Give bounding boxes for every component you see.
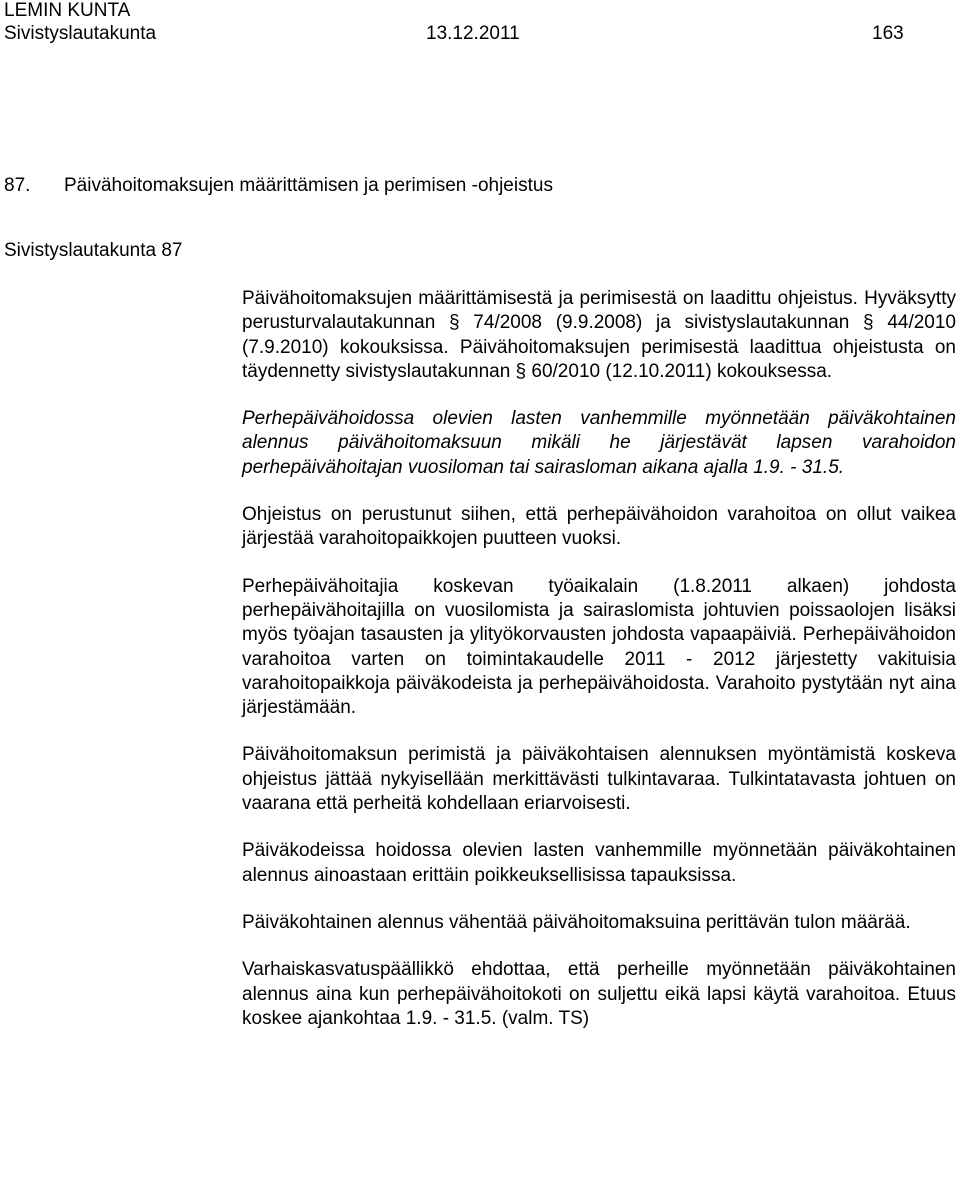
paragraph-reason: Ohjeistus on perustunut siihen, että perhepäivähoidon varahoitoa on ollut vaikea järjestää varahoitopaikkojen puutteen vuoksi. [242, 504, 956, 550]
municipality-name: LEMIN KUNTA [4, 0, 131, 21]
section-number: 87. [4, 175, 31, 196]
paragraph-working-time-act: Perhepäivähoitajia koskevan työaikalain (1.8.2011 alkaen) johdosta perhepäivähoitajilla on vuosilomista ja sairaslomista johtuvien poissaolojen lisäksi myös työajan tasausten ja ylityökorvausten johdosta vapaapäiviä. Perhepäivähoidon varahoitoa varten on toimintakaudelle 2011 - 2012 järjestetty vakituisia varahoitopaikkoja päiväkodeista ja perhepäivähoidosta. Varahoito pystytään nyt aina järjestämään. [242, 575, 956, 719]
board-name: Sivistyslautakunta [4, 23, 157, 44]
section-reference: Sivistyslautakunta 87 [4, 240, 183, 261]
paragraph-interpretation: Päivähoitomaksun perimistä ja päiväkohtaisen alennuksen myöntämistä koskeva ohjeistus jättää nykyisellään merkittävästi tulkintavaraa. Tulkintatavasta johtuen on vaarana että perheitä kohdellaan eriarvoisesti. [242, 744, 956, 815]
paragraph-income-effect: Päiväkohtainen alennus vähentää päivähoitomaksuina perittävän tulon määrää. [242, 911, 911, 933]
page-number: 163 [872, 23, 904, 44]
paragraph-daycare: Päiväkodeissa hoidossa olevien lasten vanhemmille myönnetään päiväkohtainen alennus ainoastaan erittäin poikkeuksellisissa tapauksissa. [242, 840, 956, 886]
paragraph-proposal: Varhaiskasvatuspäällikkö ehdottaa, että perheille myönnetään päiväkohtainen alennus aina kun perhepäivähoitokoti on suljettu eikä lapsi käytä varahoitoa. Etuus koskee ajankohtaa 1.9. - 31.5. (valm. TS) [242, 959, 956, 1029]
paragraph-background: Päivähoitomaksujen määrittämisestä ja perimisestä on laadittu ohjeistus. Hyväksytty perusturvalautakunnan § 74/2008 (9.9.2008) ja sivistyslautakunnan § 44/2010 (7.9.2010) kokouksissa. Päivähoitomaksujen perimisestä laadittua ohjeistusta on täydennetty sivistyslautakunnan § 60/2010 (12.10.2011) kokouksessa. [242, 288, 956, 382]
paragraph-discount-rule: Perhepäivähoidossa olevien lasten vanhemmille myönnetään päiväkohtainen alennus päivähoitomaksuun mikäli he järjestävät lapsen varahoidon perhepäivähoitajan vuosiloman tai sairasloman aikana ajalla 1.9. - 31.5. [242, 408, 956, 478]
meeting-date: 13.12.2011 [426, 23, 520, 44]
document-body [242, 287, 956, 1054]
section-title: Päivähoitomaksujen määrittämisen ja perimisen -ohjeistus [64, 175, 553, 196]
